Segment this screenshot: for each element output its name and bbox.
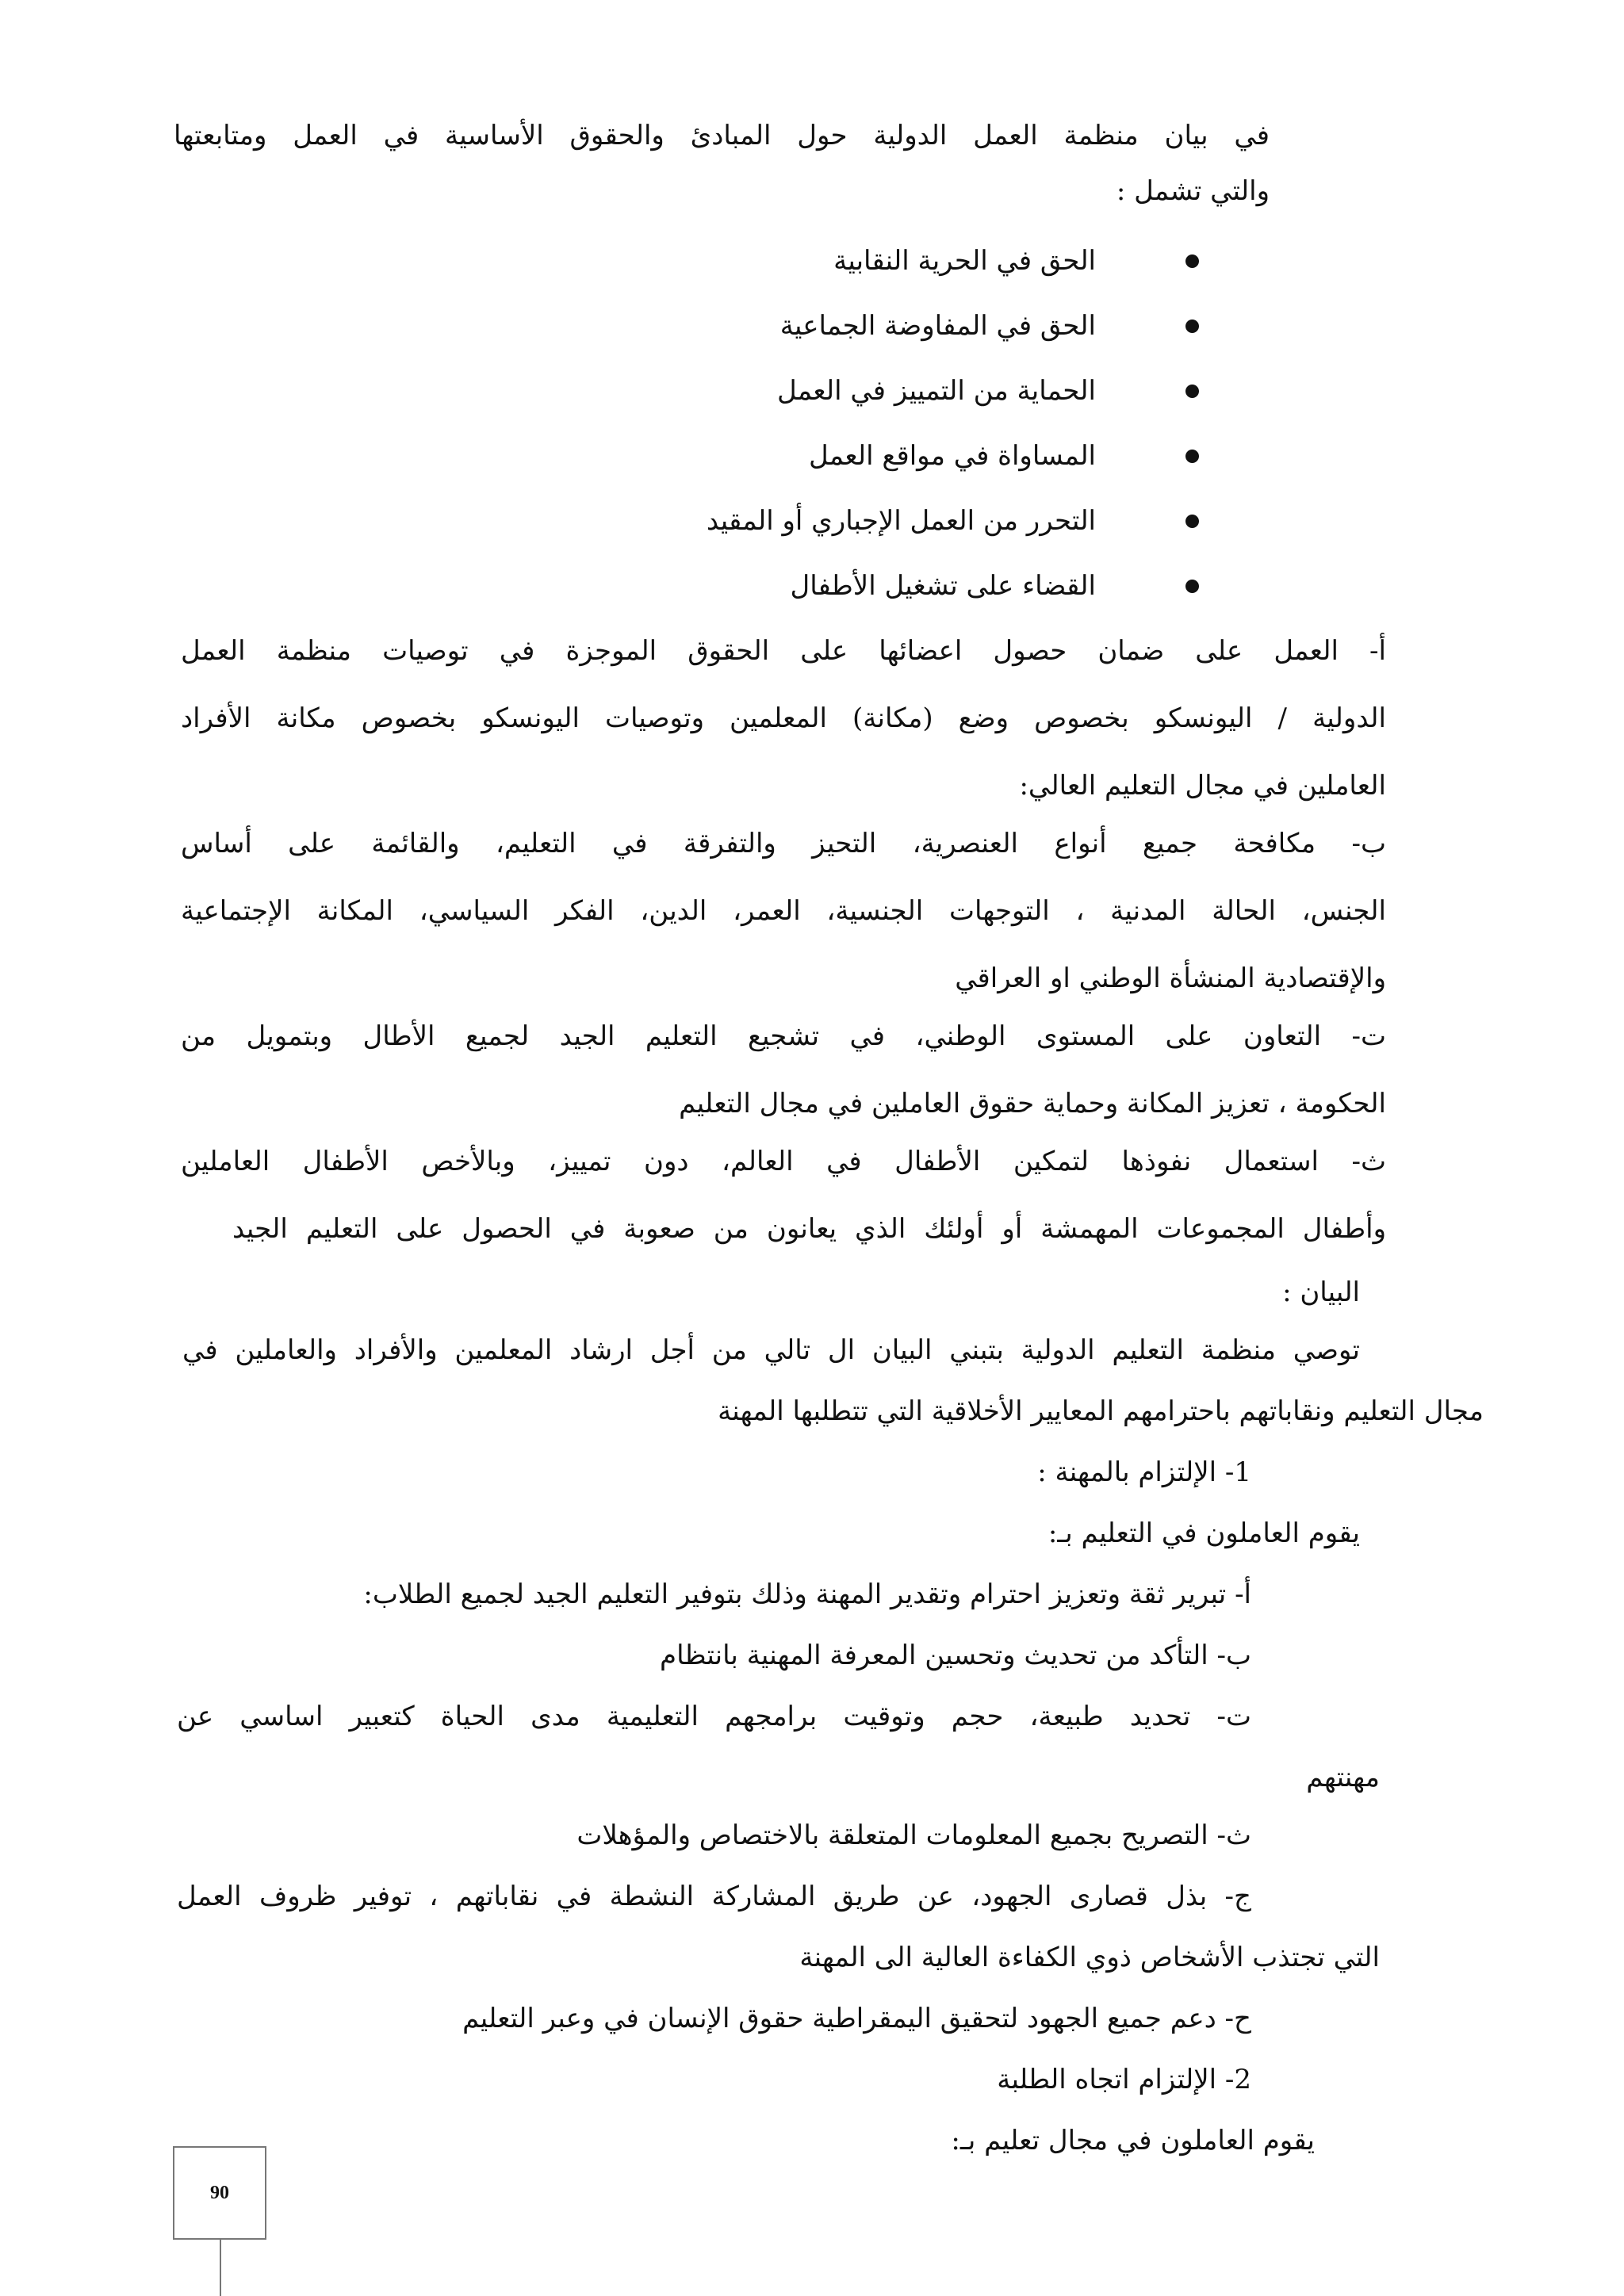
- section2-intro: يقوم العاملون في مجال تعليم بـ:: [951, 2125, 1315, 2156]
- bullet-text: التحرر من العمل الإجباري أو المقيد: [706, 505, 1096, 537]
- item-tha-line-2: وأطفال المجموعات المهمشة أو أولئك الذي يعانون من صعوبة في الحصول على التعليم الجيد: [232, 1213, 1386, 1245]
- intro-line-2: والتي تشمل :: [1116, 175, 1270, 207]
- item-ta-line-2: الحكومة ، تعزيز المكانة وحماية حقوق العاملين في مجال التعليم: [679, 1088, 1386, 1119]
- bullet-dot-icon: [1185, 254, 1199, 268]
- statement-label: البيان :: [1282, 1276, 1360, 1308]
- page-number-box: [173, 2146, 266, 2240]
- bullet-item: [406, 237, 1199, 285]
- item-alif-line-1: أ- العمل على ضمان حصول اعضائها على الحقوق الموجزة في توصيات منظمة العمل: [181, 635, 1386, 667]
- bullet-dot-icon: [1185, 320, 1199, 333]
- bullet-dot-icon: [1185, 450, 1199, 463]
- page-number: 90: [210, 2182, 229, 2203]
- bullet-text: الحماية من التمييز في العمل: [777, 375, 1096, 407]
- bullet-dot-icon: [1185, 385, 1199, 398]
- recommendation-line-2: مجال التعليم ونقاباتهم باحترامهم المعايير الأخلاقية التي تتطلبها المهنة: [718, 1395, 1484, 1427]
- item-alif-line-3: العاملين في مجال التعليم العالي:: [1019, 770, 1386, 802]
- item-ta-line-1: ت- التعاون على المستوى الوطني، في تشجيع التعليم الجيد لجميع الأطال وبتمويل من: [181, 1020, 1386, 1052]
- page-number-stem: [220, 2240, 221, 2296]
- item-alif-line-2: الدولية / اليونسكو بخصوص وضع (مكانة) المعلمين وتوصيات اليونسكو بخصوص مكانة الأفراد: [181, 702, 1386, 734]
- section1-item-c-line-2: مهنتهم: [1306, 1762, 1380, 1793]
- intro-line-1: في بيان منظمة العمل الدولية حول المبادئ والحقوق الأساسية في العمل ومتابعتها: [174, 120, 1270, 151]
- bullet-dot-icon: [1185, 580, 1199, 593]
- section1-item-e-line-2: التي تجتذب الأشخاص ذوي الكفاءة العالية الى المهنة: [799, 1942, 1380, 1973]
- section1-heading: 1- الإلتزام بالمهنة :: [1037, 1456, 1251, 1488]
- bullet-text: الحق في المفاوضة الجماعية: [779, 310, 1096, 342]
- section1-item-b: ب- التأكد من تحديث وتحسين المعرفة المهنية بانتظام: [660, 1640, 1251, 1671]
- section2-heading: 2- الإلتزام اتجاه الطلبة: [997, 2064, 1251, 2095]
- item-tha-line-1: ث- استعمال نفوذها لتمكين الأطفال في العالم، دون تمييز، وبالأخص الأطفال العاملين: [181, 1146, 1386, 1177]
- bullet-text: الحق في الحرية النقابية: [833, 245, 1096, 277]
- bullet-item: [406, 497, 1199, 545]
- bullet-item: [406, 367, 1199, 415]
- bullet-item: [406, 562, 1199, 610]
- bullet-text: المساواة في مواقع العمل: [808, 440, 1096, 472]
- section1-item-e-line-1: ج- بذل قصارى الجهود، عن طريق المشاركة النشطة في نقاباتهم ، توفير ظروف العمل: [177, 1881, 1251, 1912]
- bullet-text: القضاء على تشغيل الأطفال: [790, 570, 1096, 602]
- section1-item-a: أ- تبرير ثقة وتعزيز احترام وتقدير المهنة وذلك بتوفير التعليم الجيد لجميع الطلاب:: [363, 1578, 1251, 1610]
- item-ba-line-3: والإقتصادية المنشأة الوطني او العراقي: [955, 962, 1386, 994]
- section1-item-d: ث- التصريح بجميع المعلومات المتعلقة بالاختصاص والمؤهلات: [576, 1820, 1251, 1851]
- recommendation-line-1: توصي منظمة التعليم الدولية بتبني البيان ال تالي من أجل ارشاد المعلمين والأفراد والعاملين في: [182, 1334, 1360, 1366]
- item-ba-line-2: الجنس، الحالة المدنية ، التوجهات الجنسية، العمر، الدين، الفكر السياسي، المكانة الإجتماعية: [181, 895, 1386, 927]
- section1-intro: يقوم العاملون في التعليم بـ:: [1048, 1517, 1360, 1549]
- bullet-item: [406, 302, 1199, 350]
- section1-item-c-line-1: ت- تحديد طبيعة، حجم وتوقيت برامجهم التعليمية مدى الحياة كتعبير اساسي عن: [177, 1701, 1251, 1732]
- bullet-item: [406, 432, 1199, 480]
- bullet-dot-icon: [1185, 515, 1199, 528]
- section1-item-f: ح- دعم جميع الجهود لتحقيق اليمقراطية حقوق الإنسان في وعبر التعليم: [462, 2003, 1251, 2034]
- item-ba-line-1: ب- مكافحة جميع أنواع العنصرية، التحيز والتفرقة في التعليم، والقائمة على أساس: [181, 828, 1386, 859]
